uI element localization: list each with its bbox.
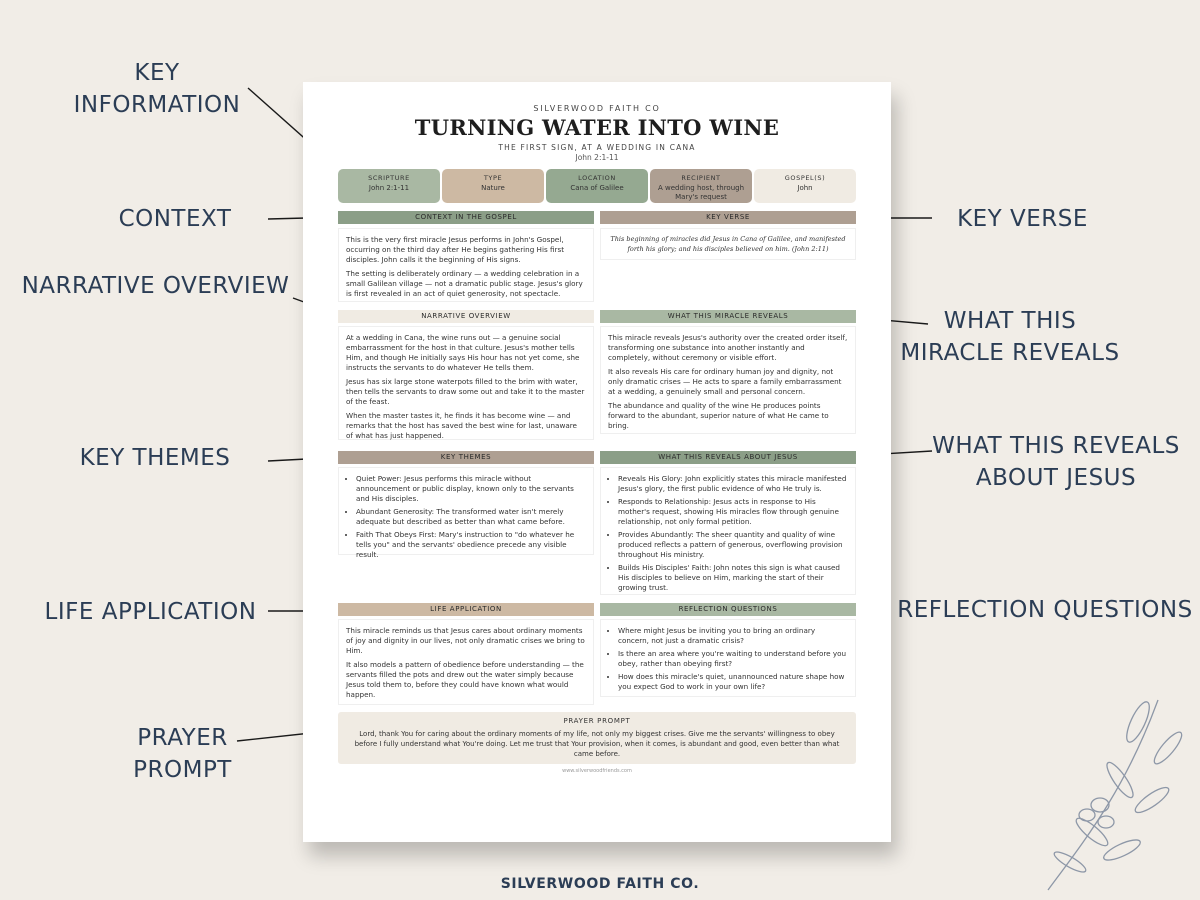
callout-reflection-questions: REFLECTION QUESTIONS bbox=[897, 597, 1193, 623]
narrative-heading: NARRATIVE OVERVIEW bbox=[338, 310, 594, 323]
info-box-recipient: RECIPIENT A wedding host, through Mary's request bbox=[650, 169, 752, 203]
miracle-reveals-heading: WHAT THIS MIRACLE REVEALS bbox=[600, 310, 856, 323]
life-application-heading: LIFE APPLICATION bbox=[338, 603, 594, 616]
callout-key-verse: KEY VERSE bbox=[957, 206, 1088, 232]
sheet-brand: SILVERWOOD FAITH CO bbox=[533, 104, 661, 113]
miracle-reveals-body: This miracle reveals Jesus's authority over the created order itself, transforming one substance into another instantly and completely, without ceremony or visible effort. It also reveals His care for ordinary human joy and dignity, not only dramatic crises — He acts to spare a family embarrassment at a wedding, a genuinely small and personal concern. The abundance and quality of the wine He produces points forward to the abundant, superior nature of what He came to bring. bbox=[600, 326, 856, 434]
sheet-reference: John 2:1-11 bbox=[575, 153, 619, 162]
worksheet-page bbox=[303, 82, 891, 842]
reveals-jesus-body bbox=[600, 467, 856, 595]
reveals-jesus-item: • Builds His Disciples' Faith: John notes this sign is what caused His disciples to believe on Him, marking the start of their growing trust. bbox=[618, 563, 848, 593]
key-verse-heading: KEY VERSE bbox=[600, 211, 856, 224]
reveals-jesus-item: • Responds to Relationship: Jesus acts in response to His mother's request, showing His miracles flow through genuine relationship, not only formal petition. bbox=[618, 497, 848, 527]
callout-prayer-prompt: PRAYER PROMPT bbox=[133, 725, 232, 783]
info-box-gospels: GOSPEL(S) John bbox=[754, 169, 856, 203]
reflection-body bbox=[600, 619, 856, 697]
reflection-item: • Where might Jesus be inviting you to bring an ordinary concern, not just a dramatic crisis? bbox=[618, 626, 848, 646]
reflection-item: • How does this miracle's quiet, unannounced nature shape how you expect God to work in your own life? bbox=[618, 672, 848, 692]
callout-key-information: KEY INFORMATION bbox=[73, 60, 241, 118]
callout-what-miracle-reveals: WHAT THIS MIRACLE REVEALS bbox=[900, 308, 1120, 366]
life-application-body: This miracle reminds us that Jesus cares about ordinary moments of joy and dignity in our lives, not only dramatic crises we bring to Him. It also models a pattern of obedience before understanding — the servants filled the pots and drew out the water simply because Jesus told them to, before they could have known what would happen. bbox=[338, 619, 594, 705]
reveals-jesus-item: • Reveals His Glory: John explicitly states this miracle manifested Jesus's glory, the first public evidence of who He truly is. bbox=[618, 474, 848, 494]
reflection-heading: REFLECTION QUESTIONS bbox=[600, 603, 856, 616]
callout-life-application: LIFE APPLICATION bbox=[44, 599, 257, 625]
reveals-jesus-item: • Provides Abundantly: The sheer quantity and quality of wine produced reflects a pattern of generous, overflowing provision throughout His ministry. bbox=[618, 530, 848, 560]
context-body: This is the very first miracle Jesus performs in John's Gospel, occurring on the third day after He begins gathering His first disciples. John calls it the beginning of His signs. The setting is deliberately ordinary — a wedding celebration in a small Galilean village — not a dramatic public stage. Jesus's glory is first revealed in an act of quiet generosity, not spectacle. bbox=[338, 228, 594, 302]
callout-context: CONTEXT bbox=[118, 206, 232, 232]
reveals-jesus-heading: WHAT THIS REVEALS ABOUT JESUS bbox=[600, 451, 856, 464]
key-theme-item: • Quiet Power: Jesus performs this miracle without announcement or public display, known only to the servants and His disciples. bbox=[356, 474, 586, 504]
info-box-location: LOCATION Cana of Galilee bbox=[546, 169, 648, 203]
callout-what-reveals-jesus: WHAT THIS REVEALS ABOUT JESUS bbox=[932, 433, 1180, 491]
narrative-body: At a wedding in Cana, the wine runs out — a genuine social embarrassment for the host in that culture. Jesus's mother tells Him, and though He initially says His hour has not yet come, she instructs the servants to do whatever He tells them. Jesus has six large stone waterpots filled to the brim with water, then tells the servants to draw some out and take it to the master of the feast. When the master tastes it, he finds it has become wine — and remarks that the host has saved the best wine for last, unaware of what has just happened. bbox=[338, 326, 594, 440]
prayer-box bbox=[338, 712, 856, 764]
sheet-subtitle: THE FIRST SIGN, AT A WEDDING IN CANA bbox=[498, 143, 696, 152]
key-theme-item: • Abundant Generosity: The transformed water isn't merely adequate but described as better than what came before. bbox=[356, 507, 586, 527]
context-heading: CONTEXT IN THE GOSPEL bbox=[338, 211, 594, 224]
callout-narrative-overview: NARRATIVE OVERVIEW bbox=[21, 273, 290, 299]
key-verse-text: This beginning of miracles did Jesus in Cana of Galilee, and manifested forth his glory; and his disciples believed on him. (John 2:11) bbox=[600, 228, 856, 260]
prayer-text: Lord, thank You for caring about the ordinary moments of my life, not only my biggest crises. Give me the servants' willingness to obey before I fully understand what You're doing. Let me trust that Your provision, when it comes, is abundant and good, even better than what came before. bbox=[354, 730, 840, 758]
info-box-type: TYPE Nature bbox=[442, 169, 544, 203]
olive-branch-icon bbox=[1048, 699, 1185, 890]
sheet-title: TURNING WATER INTO WINE bbox=[414, 115, 780, 140]
key-theme-item: • Faith That Obeys First: Mary's instruction to "do whatever he tells you" and the servants' obedience precede any visible result. bbox=[356, 530, 586, 560]
callout-key-themes: KEY THEMES bbox=[79, 445, 231, 471]
info-box-scripture: SCRIPTURE John 2:1-11 bbox=[338, 169, 440, 203]
key-themes-body bbox=[338, 467, 594, 559]
key-themes-heading: KEY THEMES bbox=[338, 451, 594, 464]
footer-brand: SILVERWOOD FAITH CO. bbox=[500, 876, 700, 892]
reflection-item: • Is there an area where you're waiting to understand before you obey, rather than obeying first? bbox=[618, 649, 848, 669]
prayer-heading: PRAYER PROMPT bbox=[563, 717, 631, 725]
sheet-url: www.silverwoodfriends.com bbox=[562, 768, 632, 774]
